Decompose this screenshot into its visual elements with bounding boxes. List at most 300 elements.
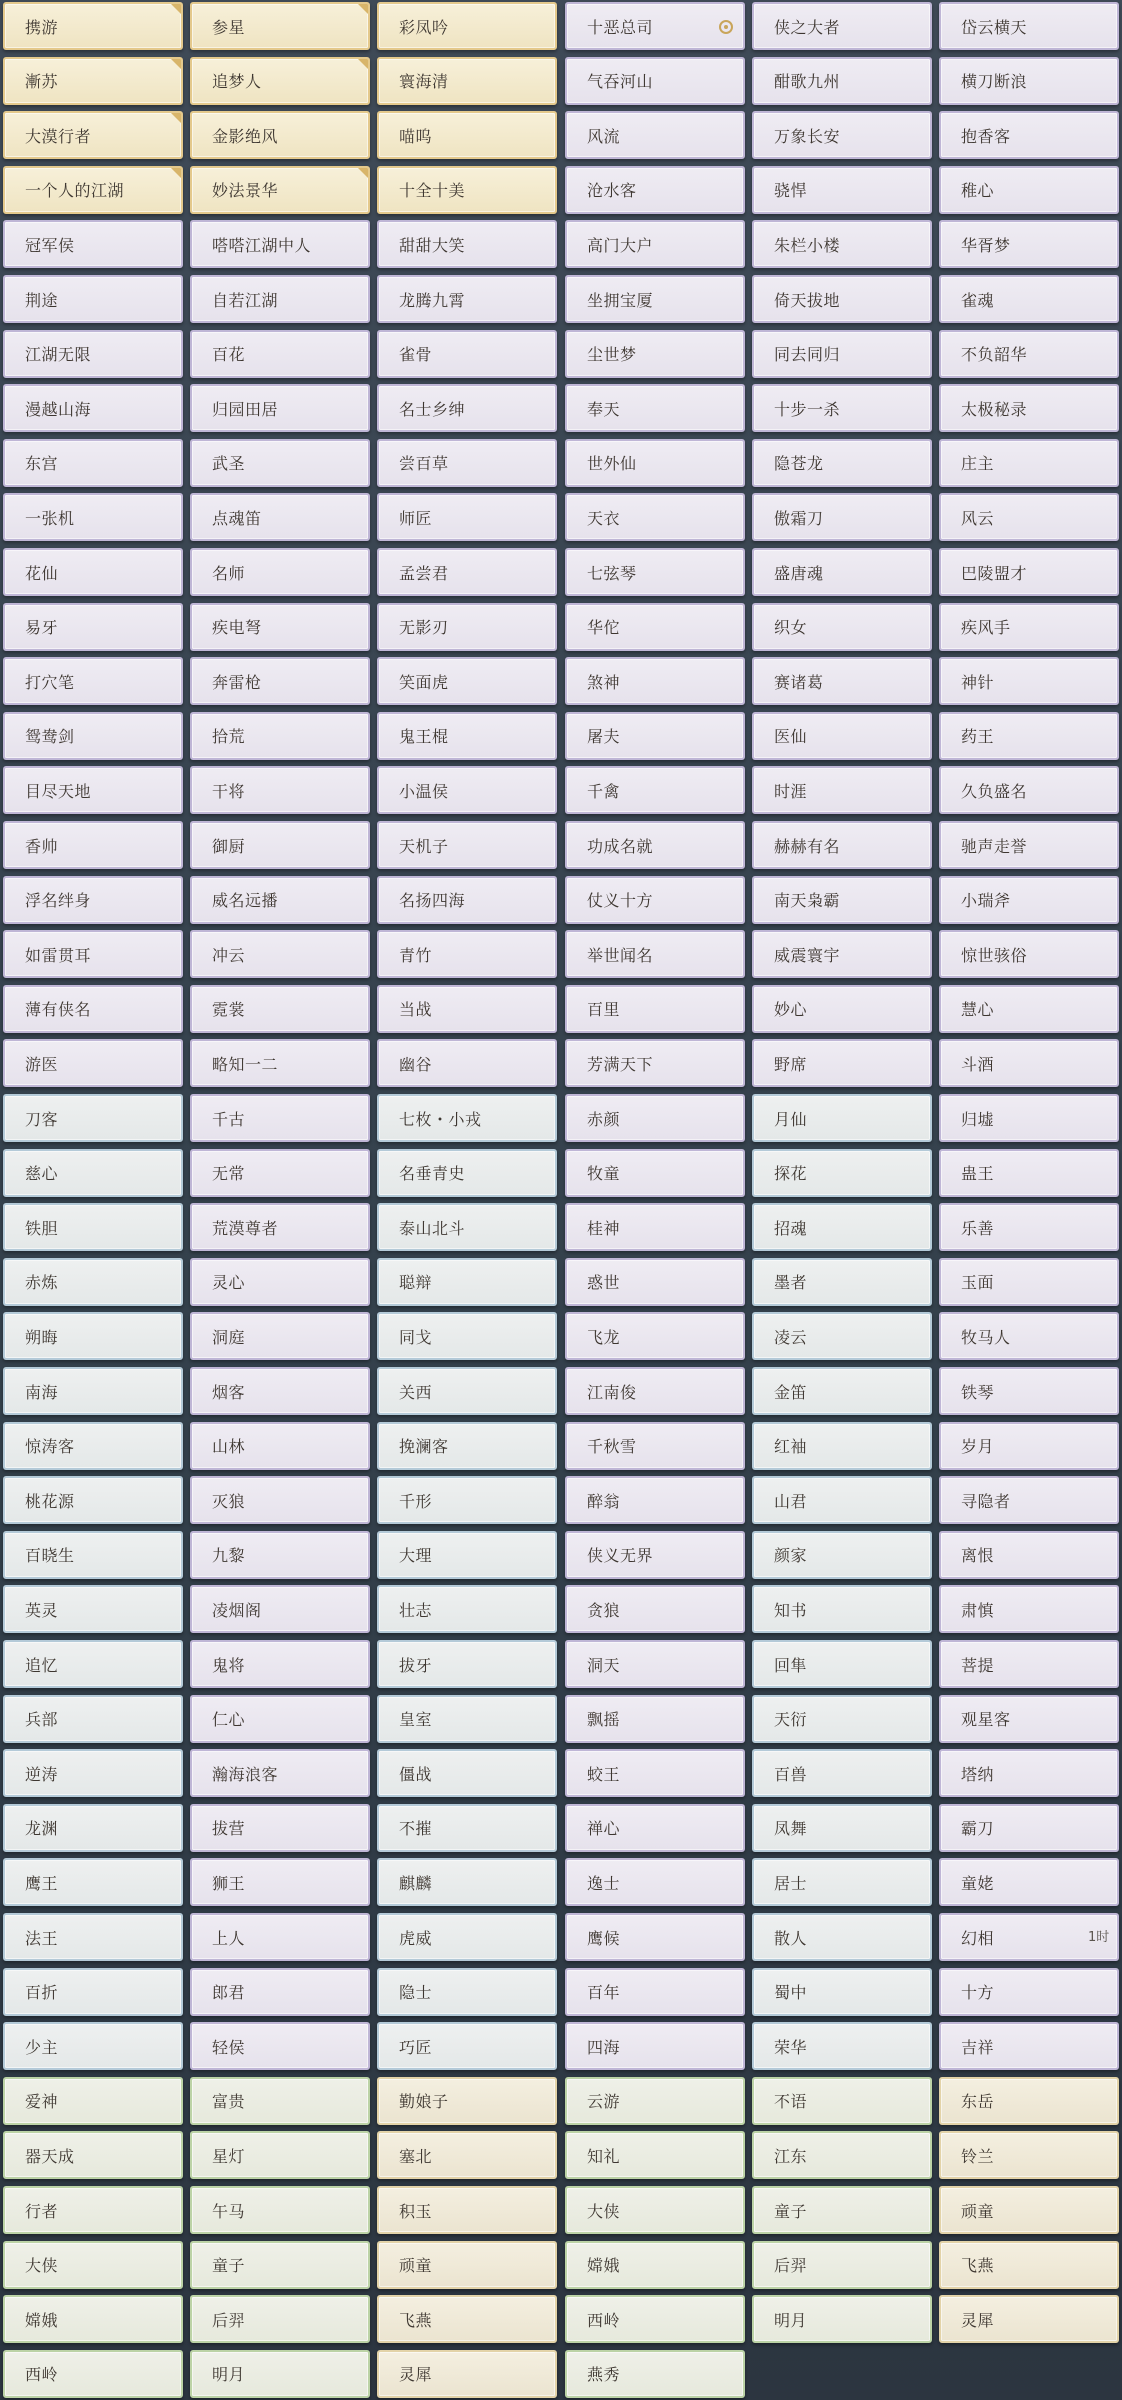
title-card[interactable] (3, 384, 183, 432)
title-card[interactable] (565, 111, 745, 159)
title-card[interactable] (377, 1585, 557, 1633)
title-card[interactable] (565, 2241, 745, 2289)
title-card[interactable] (190, 1367, 370, 1415)
title-card[interactable] (3, 1749, 183, 1797)
title-card[interactable] (190, 2295, 370, 2343)
title-card[interactable] (939, 57, 1119, 105)
title-card[interactable] (939, 1749, 1119, 1797)
title-card[interactable] (3, 548, 183, 596)
title-card[interactable] (565, 766, 745, 814)
title-card[interactable] (565, 876, 745, 924)
title-card[interactable] (3, 930, 183, 978)
title-card[interactable] (377, 1149, 557, 1197)
title-card[interactable] (190, 1749, 370, 1797)
title-card[interactable] (752, 1149, 932, 1197)
title-card[interactable] (752, 57, 932, 105)
title-card[interactable] (377, 2350, 557, 2398)
title-card-label: 屠夫 (587, 727, 621, 747)
title-card-label: 惑世 (587, 1273, 621, 1293)
title-card-label: 盛唐魂 (774, 563, 824, 583)
title-card[interactable] (565, 1476, 745, 1524)
title-card[interactable] (3, 1039, 183, 1087)
title-card[interactable] (377, 985, 557, 1033)
title-card[interactable] (3, 985, 183, 1033)
title-card[interactable] (939, 2186, 1119, 2234)
title-card[interactable] (752, 275, 932, 323)
title-card[interactable] (939, 1585, 1119, 1633)
title-card[interactable] (752, 930, 932, 978)
title-card[interactable] (939, 2241, 1119, 2289)
title-card[interactable] (752, 1203, 932, 1251)
title-card[interactable] (377, 930, 557, 978)
title-card[interactable] (3, 2186, 183, 2234)
title-card[interactable] (190, 2022, 370, 2070)
title-card[interactable] (190, 493, 370, 541)
title-card[interactable] (565, 1367, 745, 1415)
title-card[interactable] (939, 1422, 1119, 1470)
title-card[interactable] (3, 1203, 183, 1251)
title-card[interactable] (752, 1858, 932, 1906)
title-card[interactable] (565, 166, 745, 214)
title-card-label: 泰山北斗 (399, 1218, 466, 1238)
title-card[interactable] (377, 1804, 557, 1852)
title-card[interactable] (752, 1749, 932, 1797)
title-card[interactable] (752, 2, 932, 50)
title-card[interactable] (939, 2022, 1119, 2070)
title-card[interactable] (565, 603, 745, 651)
title-card[interactable] (939, 1203, 1119, 1251)
title-card[interactable] (3, 1640, 183, 1688)
title-card[interactable] (752, 384, 932, 432)
title-card[interactable] (565, 2077, 745, 2125)
title-card[interactable] (377, 2186, 557, 2234)
title-card[interactable] (565, 1258, 745, 1306)
title-card[interactable] (190, 1531, 370, 1579)
title-card[interactable] (752, 330, 932, 378)
title-card[interactable] (939, 1968, 1119, 2016)
title-card[interactable] (565, 1968, 745, 2016)
title-card[interactable] (939, 1258, 1119, 1306)
title-card[interactable] (565, 548, 745, 596)
title-card[interactable] (377, 1039, 557, 1087)
title-card[interactable] (190, 1640, 370, 1688)
title-card-label: 拔牙 (399, 1655, 433, 1675)
title-card[interactable] (3, 1367, 183, 1415)
title-card[interactable] (752, 1531, 932, 1579)
title-card[interactable] (377, 876, 557, 924)
title-card[interactable] (3, 330, 183, 378)
title-card[interactable] (939, 1039, 1119, 1087)
title-card[interactable] (3, 275, 183, 323)
title-card-label: 四海 (587, 2037, 621, 2057)
title-card[interactable] (190, 2, 370, 50)
title-card[interactable] (3, 603, 183, 651)
title-card-label: 幽谷 (399, 1054, 433, 1074)
title-card-label: 太极秘录 (961, 399, 1028, 419)
title-card[interactable] (3, 2, 183, 50)
title-card[interactable] (190, 1804, 370, 1852)
title-card[interactable] (377, 493, 557, 541)
title-card[interactable] (939, 493, 1119, 541)
title-card[interactable] (190, 1039, 370, 1087)
title-card[interactable] (565, 985, 745, 1033)
title-card[interactable] (939, 220, 1119, 268)
title-card[interactable] (752, 548, 932, 596)
title-card[interactable] (3, 657, 183, 705)
title-card-label: 塔纳 (961, 1764, 995, 1784)
title-card-label: 灵犀 (961, 2310, 995, 2330)
title-card[interactable] (752, 1312, 932, 1360)
corner-star-icon (358, 4, 368, 14)
title-card[interactable] (377, 2295, 557, 2343)
title-card[interactable] (565, 1640, 745, 1688)
title-card[interactable] (939, 930, 1119, 978)
title-card[interactable] (377, 603, 557, 651)
title-card[interactable] (190, 439, 370, 487)
title-card[interactable] (377, 1858, 557, 1906)
title-card[interactable] (565, 330, 745, 378)
title-card[interactable] (3, 1258, 183, 1306)
title-card[interactable] (377, 548, 557, 596)
title-card[interactable] (3, 1094, 183, 1142)
title-card[interactable] (3, 1585, 183, 1633)
title-card-label: 积玉 (399, 2201, 433, 2221)
title-card[interactable] (565, 2131, 745, 2179)
title-card[interactable] (565, 1039, 745, 1087)
title-card[interactable] (190, 821, 370, 869)
title-card-label: 江湖无限 (25, 345, 92, 365)
title-card[interactable] (939, 1094, 1119, 1142)
title-card-label: 龙腾九霄 (399, 290, 466, 310)
title-card[interactable] (752, 712, 932, 760)
title-card[interactable] (190, 1203, 370, 1251)
title-card[interactable] (190, 1258, 370, 1306)
title-card[interactable] (377, 2131, 557, 2179)
title-card[interactable] (377, 1749, 557, 1797)
title-card-label: 横刀断浪 (961, 72, 1028, 92)
title-card[interactable] (752, 1094, 932, 1142)
title-card[interactable] (3, 166, 183, 214)
title-card[interactable] (752, 1640, 932, 1688)
title-card[interactable] (939, 1695, 1119, 1743)
title-card[interactable] (3, 220, 183, 268)
title-card[interactable] (377, 57, 557, 105)
title-card[interactable] (3, 1913, 183, 1961)
title-card[interactable] (3, 1312, 183, 1360)
title-card-label: 麒麟 (399, 1873, 433, 1893)
title-card[interactable] (752, 1585, 932, 1633)
title-card[interactable] (3, 1804, 183, 1852)
title-card[interactable] (190, 876, 370, 924)
title-card[interactable] (190, 1312, 370, 1360)
title-card[interactable] (939, 2077, 1119, 2125)
title-card[interactable] (377, 1422, 557, 1470)
title-card[interactable] (190, 220, 370, 268)
title-card-label: 华佗 (587, 618, 621, 638)
title-card[interactable] (752, 2186, 932, 2234)
title-card[interactable] (565, 1749, 745, 1797)
title-card[interactable] (377, 2077, 557, 2125)
title-card[interactable] (3, 2241, 183, 2289)
title-card[interactable] (565, 2, 745, 50)
title-card-label: 气吞河山 (587, 72, 654, 92)
title-card[interactable] (377, 1258, 557, 1306)
title-card-label: 狮王 (212, 1873, 246, 1893)
title-card[interactable] (190, 384, 370, 432)
title-card[interactable] (190, 766, 370, 814)
title-card[interactable] (565, 2350, 745, 2398)
title-card-label: 富贵 (212, 2092, 246, 2112)
title-card[interactable] (3, 766, 183, 814)
title-card-label: 十恶总司 (587, 17, 654, 37)
title-card[interactable] (190, 2186, 370, 2234)
title-card[interactable] (190, 57, 370, 105)
title-card[interactable] (939, 1476, 1119, 1524)
title-card[interactable] (565, 2295, 745, 2343)
title-card[interactable] (752, 2131, 932, 2179)
title-card[interactable] (190, 1476, 370, 1524)
title-card[interactable] (752, 220, 932, 268)
title-card[interactable] (3, 493, 183, 541)
title-card[interactable] (190, 330, 370, 378)
title-card[interactable] (377, 166, 557, 214)
title-card[interactable] (377, 1531, 557, 1579)
title-card[interactable] (190, 111, 370, 159)
title-card[interactable] (752, 2077, 932, 2125)
title-card[interactable] (565, 1695, 745, 1743)
title-card[interactable] (565, 1203, 745, 1251)
title-card[interactable] (752, 1039, 932, 1087)
title-card-label: 僵战 (399, 1764, 433, 1784)
title-card[interactable] (752, 439, 932, 487)
title-card[interactable] (939, 275, 1119, 323)
title-card[interactable] (190, 985, 370, 1033)
title-card[interactable] (190, 930, 370, 978)
title-card[interactable] (939, 330, 1119, 378)
title-card[interactable] (939, 712, 1119, 760)
title-card[interactable] (752, 766, 932, 814)
title-card[interactable] (752, 876, 932, 924)
title-card[interactable] (752, 166, 932, 214)
title-card[interactable] (377, 2, 557, 50)
title-card[interactable] (565, 384, 745, 432)
title-card[interactable] (377, 2022, 557, 2070)
title-card-label: 离恨 (961, 1546, 995, 1566)
title-card[interactable] (565, 1149, 745, 1197)
title-card[interactable] (939, 2, 1119, 50)
title-card[interactable] (377, 1312, 557, 1360)
title-card[interactable] (939, 876, 1119, 924)
title-card[interactable] (190, 548, 370, 596)
title-card[interactable] (939, 603, 1119, 651)
title-card[interactable] (377, 657, 557, 705)
title-card[interactable] (377, 1640, 557, 1688)
title-card[interactable] (3, 111, 183, 159)
title-card[interactable] (3, 876, 183, 924)
title-card[interactable] (752, 603, 932, 651)
title-card[interactable] (190, 1149, 370, 1197)
title-card[interactable] (939, 1858, 1119, 1906)
title-card-label: 不语 (774, 2092, 808, 2112)
title-card[interactable] (939, 1312, 1119, 1360)
title-card-label: 爱神 (25, 2092, 59, 2112)
title-card[interactable] (377, 1695, 557, 1743)
title-card-label: 凤舞 (774, 1819, 808, 1839)
title-card[interactable] (752, 493, 932, 541)
title-card[interactable] (565, 1422, 745, 1470)
title-card[interactable] (752, 1804, 932, 1852)
title-card[interactable] (939, 657, 1119, 705)
title-card-label: 鬼将 (212, 1655, 246, 1675)
title-card-label: 侠之大者 (774, 17, 841, 37)
title-card[interactable] (377, 1367, 557, 1415)
title-card[interactable] (565, 1094, 745, 1142)
title-card[interactable] (190, 1422, 370, 1470)
title-card[interactable] (752, 1258, 932, 1306)
title-card[interactable] (190, 1585, 370, 1633)
title-card[interactable] (377, 1476, 557, 1524)
title-card[interactable] (3, 2350, 183, 2398)
title-card[interactable] (939, 1640, 1119, 1688)
title-card[interactable] (377, 275, 557, 323)
title-card-label: 冲云 (212, 945, 246, 965)
title-card[interactable] (939, 111, 1119, 159)
title-card[interactable] (377, 1203, 557, 1251)
title-card[interactable] (3, 1422, 183, 1470)
title-card[interactable] (939, 1531, 1119, 1579)
title-card[interactable] (752, 2295, 932, 2343)
title-card[interactable] (190, 2077, 370, 2125)
title-card[interactable] (3, 1149, 183, 1197)
title-card[interactable] (3, 57, 183, 105)
title-card[interactable] (377, 712, 557, 760)
title-card[interactable] (939, 384, 1119, 432)
title-card-label: 朱栏小楼 (774, 235, 841, 255)
title-card[interactable] (190, 1858, 370, 1906)
title-card[interactable] (752, 2022, 932, 2070)
title-card[interactable] (752, 1913, 932, 1961)
title-card[interactable] (3, 2077, 183, 2125)
title-card[interactable] (190, 2241, 370, 2289)
title-card[interactable] (190, 1094, 370, 1142)
title-card-label: 惊涛客 (25, 1437, 75, 1457)
title-card-label: 骁悍 (774, 181, 808, 201)
title-card[interactable] (190, 2131, 370, 2179)
title-card[interactable] (377, 1094, 557, 1142)
title-card[interactable] (377, 1913, 557, 1961)
title-card[interactable] (565, 930, 745, 978)
title-card[interactable] (3, 1968, 183, 2016)
title-card[interactable] (752, 2241, 932, 2289)
title-card[interactable] (939, 1367, 1119, 1415)
title-card[interactable] (377, 330, 557, 378)
title-card[interactable] (565, 2022, 745, 2070)
title-card-label: 霓裳 (212, 1000, 246, 1020)
title-card[interactable] (377, 821, 557, 869)
title-card[interactable] (377, 111, 557, 159)
title-card[interactable] (3, 439, 183, 487)
title-card[interactable] (752, 821, 932, 869)
title-card[interactable] (565, 275, 745, 323)
title-card[interactable] (377, 439, 557, 487)
title-card[interactable] (377, 384, 557, 432)
title-card[interactable] (190, 603, 370, 651)
title-card[interactable] (565, 2186, 745, 2234)
title-card[interactable] (752, 111, 932, 159)
title-card[interactable] (939, 821, 1119, 869)
title-card[interactable] (939, 766, 1119, 814)
title-card[interactable] (3, 2295, 183, 2343)
title-card-label: 巴陵盟才 (961, 563, 1028, 583)
title-card[interactable] (3, 712, 183, 760)
title-card[interactable] (3, 1858, 183, 1906)
title-card[interactable] (752, 1367, 932, 1415)
title-card[interactable] (939, 548, 1119, 596)
title-card[interactable] (565, 220, 745, 268)
title-card[interactable] (939, 166, 1119, 214)
title-card[interactable] (565, 1312, 745, 1360)
title-card-label: 名垂青史 (399, 1164, 466, 1184)
title-card[interactable] (3, 1476, 183, 1524)
title-card[interactable] (190, 1695, 370, 1743)
title-card-label: 塞北 (399, 2146, 433, 2166)
title-card[interactable] (565, 712, 745, 760)
title-card[interactable] (939, 1149, 1119, 1197)
title-card[interactable] (752, 1422, 932, 1470)
title-card[interactable] (565, 439, 745, 487)
title-card[interactable] (939, 985, 1119, 1033)
title-card[interactable] (565, 1913, 745, 1961)
title-card[interactable] (752, 1695, 932, 1743)
title-card[interactable] (565, 657, 745, 705)
title-card[interactable] (3, 1531, 183, 1579)
title-card[interactable] (3, 2022, 183, 2070)
title-card-label: 山林 (212, 1437, 246, 1457)
title-card[interactable] (565, 821, 745, 869)
title-card[interactable] (3, 1695, 183, 1743)
title-card[interactable] (377, 766, 557, 814)
title-card[interactable] (190, 1913, 370, 1961)
title-card-label: 庄主 (961, 454, 995, 474)
title-card[interactable] (752, 1476, 932, 1524)
title-card[interactable] (3, 2131, 183, 2179)
title-card[interactable] (565, 493, 745, 541)
title-card[interactable] (3, 821, 183, 869)
title-card-label: 干将 (212, 781, 246, 801)
title-card[interactable] (190, 712, 370, 760)
title-card[interactable] (565, 1858, 745, 1906)
title-card[interactable] (565, 1531, 745, 1579)
title-card[interactable] (565, 57, 745, 105)
title-card[interactable] (939, 2295, 1119, 2343)
title-card[interactable] (565, 1585, 745, 1633)
title-card[interactable] (752, 1968, 932, 2016)
title-card[interactable] (939, 2131, 1119, 2179)
title-card[interactable] (190, 657, 370, 705)
title-card[interactable] (190, 1968, 370, 2016)
title-card[interactable] (377, 1968, 557, 2016)
title-card[interactable] (377, 2241, 557, 2289)
title-card[interactable] (190, 2350, 370, 2398)
title-card[interactable] (752, 985, 932, 1033)
title-card[interactable] (939, 1804, 1119, 1852)
title-card[interactable] (190, 275, 370, 323)
title-card[interactable] (752, 657, 932, 705)
title-card[interactable] (939, 439, 1119, 487)
title-card[interactable] (190, 166, 370, 214)
title-card[interactable] (377, 220, 557, 268)
title-card[interactable] (565, 1804, 745, 1852)
